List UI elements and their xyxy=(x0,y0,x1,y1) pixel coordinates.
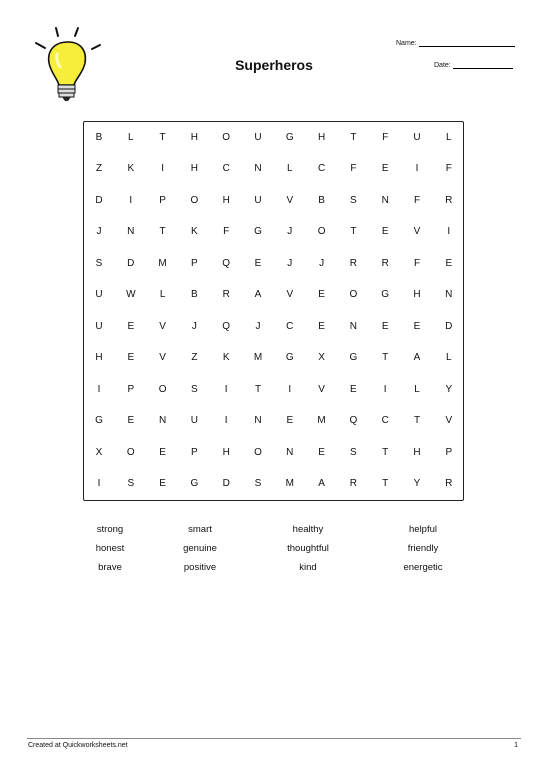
grid-cell[interactable]: M xyxy=(158,257,167,269)
grid-cell[interactable]: J xyxy=(287,226,293,238)
date-field[interactable] xyxy=(434,60,513,69)
grid-cell[interactable]: C xyxy=(222,163,230,175)
grid-cell[interactable]: H xyxy=(413,289,421,301)
grid-cell[interactable]: I xyxy=(129,194,133,206)
grid-cell[interactable]: Q xyxy=(222,320,231,332)
grid-cell[interactable]: E xyxy=(381,163,389,175)
word-search-grid xyxy=(83,121,464,501)
grid-cell[interactable]: C xyxy=(317,163,326,175)
date-label: Date: xyxy=(434,62,451,69)
grid-cell[interactable]: I xyxy=(288,383,292,395)
grid-cell[interactable]: E xyxy=(127,352,135,364)
grid-cell[interactable]: H xyxy=(190,132,198,143)
grid-cell[interactable]: E xyxy=(159,446,166,458)
grid-cell[interactable]: G xyxy=(285,132,294,143)
grid-cell[interactable]: B xyxy=(318,194,325,206)
name-label: Name: xyxy=(396,40,417,47)
grid-cell[interactable]: H xyxy=(317,132,326,143)
grid-cell[interactable]: U xyxy=(95,320,103,332)
grid-cell[interactable]: N xyxy=(286,446,294,458)
word-list-item: honest xyxy=(95,543,125,554)
grid-cell[interactable]: V xyxy=(159,352,166,364)
grid-cell[interactable]: E xyxy=(381,226,389,238)
grid-cell[interactable]: T xyxy=(159,132,166,143)
grid-cell[interactable]: G xyxy=(349,352,358,364)
grid-cell[interactable]: T xyxy=(350,132,357,143)
grid-cell[interactable]: B xyxy=(191,289,198,301)
grid-cell[interactable]: R xyxy=(381,257,389,269)
grid-cell[interactable]: Z xyxy=(191,352,198,364)
grid-cell[interactable]: N xyxy=(127,226,135,238)
grid-cell[interactable]: E xyxy=(445,257,453,269)
grid-cell[interactable]: K xyxy=(191,226,198,238)
grid-cell[interactable]: U xyxy=(95,289,103,301)
grid-cell[interactable]: T xyxy=(382,352,389,364)
grid-cell[interactable]: U xyxy=(254,132,262,143)
grid-cell[interactable]: U xyxy=(254,194,262,206)
grid-cell[interactable]: V xyxy=(286,194,294,206)
grid-cell[interactable]: L xyxy=(446,132,452,143)
grid-cell[interactable]: R xyxy=(349,257,357,269)
grid-cell[interactable]: W xyxy=(126,289,136,301)
grid-cell[interactable]: H xyxy=(413,446,421,458)
grid-cell[interactable]: G xyxy=(190,477,199,489)
footer-divider xyxy=(27,738,521,739)
word-list-item: energetic xyxy=(403,562,443,573)
grid-cell[interactable]: E xyxy=(254,257,262,269)
grid-cell[interactable]: Y xyxy=(445,383,453,395)
grid-cell[interactable]: J xyxy=(319,257,325,269)
grid-cell[interactable]: E xyxy=(159,477,166,489)
page-number: 1 xyxy=(514,742,518,749)
grid-cell[interactable]: G xyxy=(95,415,103,427)
grid-cell[interactable]: M xyxy=(285,477,294,489)
word-list-item: friendly xyxy=(407,543,439,554)
grid-cell[interactable]: O xyxy=(222,132,231,143)
grid-cell[interactable]: J xyxy=(96,226,102,238)
grid-cell[interactable]: E xyxy=(413,320,421,332)
grid-cell[interactable]: F xyxy=(223,226,230,238)
grid-cell[interactable]: A xyxy=(413,352,421,364)
grid-cell[interactable]: T xyxy=(413,415,421,427)
grid-cell[interactable]: S xyxy=(350,446,357,458)
word-list-item: healthy xyxy=(292,524,324,535)
grid-cell[interactable]: I xyxy=(383,383,387,395)
grid-cell[interactable]: R xyxy=(349,477,357,489)
grid-cell[interactable]: O xyxy=(254,446,262,458)
grid-cell[interactable]: E xyxy=(318,320,325,332)
page-title: Superheros xyxy=(235,57,313,73)
grid-cell[interactable]: G xyxy=(381,289,390,301)
grid-cell[interactable]: E xyxy=(127,415,135,427)
grid-cell[interactable]: I xyxy=(97,383,101,395)
grid-cell[interactable]: O xyxy=(317,226,326,238)
grid-cell[interactable]: D xyxy=(95,194,103,206)
grid-cell[interactable]: I xyxy=(447,226,451,238)
grid-cell[interactable]: K xyxy=(222,352,230,364)
grid-cell[interactable]: S xyxy=(95,257,103,269)
grid-cell[interactable]: L xyxy=(128,132,134,143)
grid-cell[interactable]: P xyxy=(191,257,198,269)
grid-cell[interactable]: A xyxy=(318,477,325,489)
grid-cell[interactable]: J xyxy=(287,257,293,269)
grid-cell[interactable]: T xyxy=(350,226,357,238)
word-list-item: positive xyxy=(183,562,217,573)
grid-cell[interactable]: Q xyxy=(222,257,231,269)
grid-cell[interactable]: N xyxy=(254,415,262,427)
grid-cell[interactable]: H xyxy=(190,163,198,175)
word-list-item: helpful xyxy=(409,524,437,535)
grid-cell[interactable]: S xyxy=(191,383,198,395)
footer-credit: Created at Quickworksheets.net xyxy=(28,742,128,749)
grid-cell[interactable]: I xyxy=(415,163,419,175)
grid-cell[interactable]: L xyxy=(159,289,166,301)
grid-cell[interactable]: T xyxy=(382,477,389,489)
grid-cell[interactable]: B xyxy=(95,132,103,143)
grid-cell[interactable]: E xyxy=(318,289,325,301)
grid-cell[interactable]: K xyxy=(127,163,135,175)
grid-cell[interactable]: I xyxy=(161,163,164,175)
grid-cell[interactable]: F xyxy=(413,194,421,206)
grid-cell[interactable]: L xyxy=(446,352,452,364)
grid-cell[interactable]: E xyxy=(127,320,135,332)
grid-cell[interactable]: N xyxy=(158,415,167,427)
grid-cell[interactable]: R xyxy=(445,194,453,206)
grid-cell[interactable]: X xyxy=(95,446,103,458)
name-line[interactable] xyxy=(419,38,515,47)
grid-cell[interactable]: D xyxy=(445,320,453,332)
grid-cell[interactable]: O xyxy=(126,446,135,458)
grid-cell[interactable]: H xyxy=(222,194,230,206)
grid-cell[interactable]: V xyxy=(318,383,325,395)
grid-cell[interactable]: F xyxy=(382,132,389,143)
grid-cell[interactable]: G xyxy=(254,226,262,238)
word-list-item: smart xyxy=(188,524,212,535)
grid-cell[interactable]: I xyxy=(224,415,228,427)
grid-cell[interactable]: L xyxy=(414,383,420,395)
grid-cell[interactable]: N xyxy=(381,194,389,206)
grid-cell[interactable]: X xyxy=(318,352,325,364)
grid-cell[interactable]: M xyxy=(317,415,326,427)
grid-cell[interactable]: U xyxy=(190,415,198,427)
word-list-item: brave xyxy=(98,562,122,573)
grid-cell[interactable]: P xyxy=(191,446,198,458)
grid-cell[interactable]: P xyxy=(445,446,453,458)
grid-cell[interactable]: T xyxy=(254,383,262,395)
grid-cell[interactable]: N xyxy=(254,163,262,175)
grid-cell[interactable]: E xyxy=(381,320,389,332)
word-list-item: genuine xyxy=(183,543,217,554)
grid-cell[interactable]: O xyxy=(349,289,358,301)
grid-cell[interactable]: N xyxy=(349,320,357,332)
grid-cell[interactable]: N xyxy=(445,289,453,301)
grid-cell[interactable]: F xyxy=(445,163,452,175)
grid-cell[interactable]: A xyxy=(254,289,262,301)
grid-cell[interactable]: C xyxy=(381,415,389,427)
grid-cell[interactable]: F xyxy=(350,163,357,175)
grid-cell[interactable]: E xyxy=(318,446,325,458)
grid-cell[interactable]: I xyxy=(97,477,101,489)
grid-cell[interactable]: V xyxy=(445,415,453,427)
grid-cell[interactable]: P xyxy=(159,194,166,206)
grid-cell[interactable]: C xyxy=(286,320,294,332)
grid-cell[interactable]: E xyxy=(286,415,294,427)
grid-cell[interactable]: R xyxy=(445,477,453,489)
word-list-item: thoughtful xyxy=(287,543,329,554)
grid-cell[interactable]: V xyxy=(413,226,421,238)
grid-cell[interactable]: G xyxy=(285,352,294,364)
grid-cell[interactable]: R xyxy=(222,289,230,301)
grid-cell[interactable]: S xyxy=(350,194,357,206)
grid-cell[interactable]: E xyxy=(350,383,357,395)
grid-cell[interactable]: O xyxy=(158,383,167,395)
grid-cell[interactable]: J xyxy=(191,320,197,332)
grid-cell[interactable]: V xyxy=(286,289,294,301)
grid-cell[interactable]: Q xyxy=(349,415,358,427)
grid-cell[interactable]: V xyxy=(159,320,166,332)
grid-cell[interactable]: Z xyxy=(95,163,103,175)
grid-cell[interactable]: S xyxy=(254,477,262,489)
grid-cell[interactable]: T xyxy=(382,446,389,458)
grid-cell[interactable]: J xyxy=(255,320,261,332)
name-field[interactable] xyxy=(396,38,515,47)
grid-cell[interactable]: H xyxy=(222,446,230,458)
grid-cell[interactable]: O xyxy=(190,194,199,206)
grid-cell[interactable]: I xyxy=(224,383,228,395)
date-line[interactable] xyxy=(453,60,513,69)
grid-cell[interactable]: P xyxy=(127,383,135,395)
word-list-item: strong xyxy=(96,524,124,535)
word-list-item: kind xyxy=(299,562,317,573)
grid-cell[interactable]: L xyxy=(287,163,293,175)
grid-cell[interactable]: U xyxy=(413,132,421,143)
grid-cell[interactable]: D xyxy=(127,257,135,269)
grid-cell[interactable]: Y xyxy=(413,477,421,489)
grid-cell[interactable]: S xyxy=(127,477,135,489)
grid-cell[interactable]: D xyxy=(222,477,230,489)
grid-cell[interactable]: T xyxy=(159,226,166,238)
lightbulb-icon xyxy=(30,26,106,102)
grid-cell[interactable]: H xyxy=(95,352,103,364)
grid-cell[interactable]: M xyxy=(253,352,263,364)
grid-cell[interactable]: F xyxy=(413,257,421,269)
